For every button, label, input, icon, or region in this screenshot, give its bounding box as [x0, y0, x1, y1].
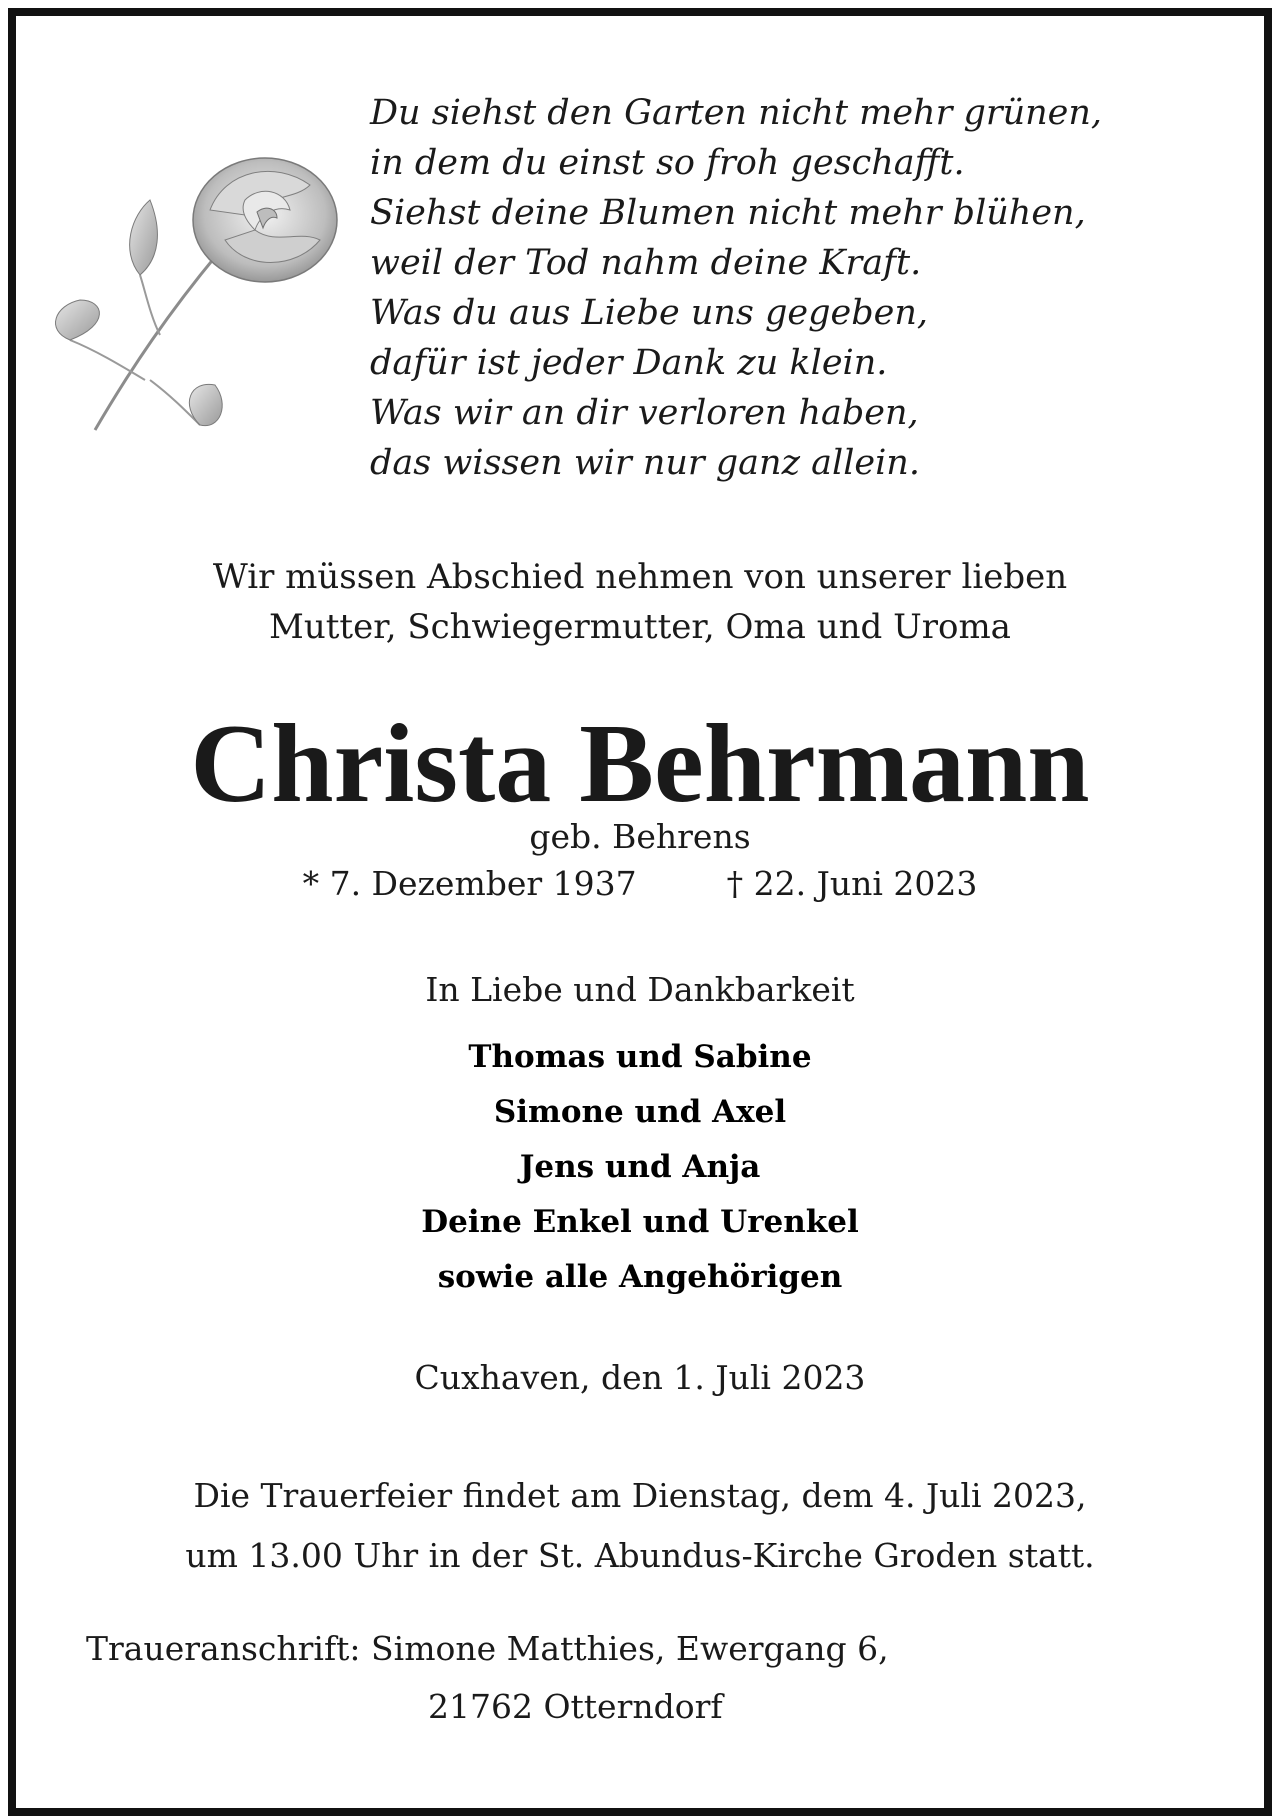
- family-member: sowie alle Angehörigen: [437, 1259, 843, 1295]
- poem: [370, 88, 1230, 488]
- place-date: Cuxhaven, den 1. Juli 2023: [414, 1358, 866, 1397]
- poem-line: Was du aus Liebe uns gegeben,: [370, 293, 929, 333]
- thanks-line: In Liebe und Dankbarkeit: [425, 970, 855, 1009]
- poem-line: Was wir an dir verloren haben,: [370, 393, 919, 433]
- family-member: Jens und Anja: [519, 1149, 761, 1185]
- life-dates: [0, 862, 1280, 906]
- ceremony-line: Die Trauerfeier findet am Dienstag, dem 4. Juli 2023,: [193, 1476, 1087, 1515]
- poem-line: dafür ist jeder Dank zu klein.: [370, 343, 888, 383]
- poem-line: Siehst deine Blumen nicht mehr blühen,: [370, 193, 1086, 233]
- intro-line: Mutter, Schwiegermutter, Oma und Uroma: [269, 607, 1011, 647]
- poem-line: Du siehst den Garten nicht mehr grünen,: [370, 93, 1103, 133]
- family-member: Thomas und Sabine: [468, 1039, 812, 1075]
- poem-line: weil der Tod nahm deine Kraft.: [370, 243, 922, 283]
- rose-icon: [50, 140, 350, 440]
- birth-name: geb. Behrens: [529, 817, 751, 856]
- family-list: [0, 1030, 1280, 1305]
- poem-line: das wissen wir nur ganz allein.: [370, 443, 920, 483]
- deceased-name: Christa Behrmann: [190, 702, 1090, 826]
- address-line: 21762 Otterndorf: [428, 1687, 723, 1726]
- intro-line: Wir müssen Abschied nehmen von unserer lieben: [212, 557, 1068, 597]
- ceremony-info: [0, 1466, 1280, 1586]
- family-member: Simone und Axel: [493, 1094, 787, 1130]
- poem-line: in dem du einst so froh geschafft.: [370, 143, 965, 183]
- intro-text: [0, 552, 1280, 652]
- family-member: Deine Enkel und Urenkel: [421, 1204, 859, 1240]
- birth-date: * 7. Dezember 1937: [302, 864, 637, 903]
- death-date: † 22. Juni 2023: [726, 864, 978, 903]
- ceremony-line: um 13.00 Uhr in der St. Abundus-Kirche Groden statt.: [185, 1536, 1095, 1575]
- address-line: Traueranschrift: Simone Matthies, Ewergang 6,: [86, 1629, 889, 1668]
